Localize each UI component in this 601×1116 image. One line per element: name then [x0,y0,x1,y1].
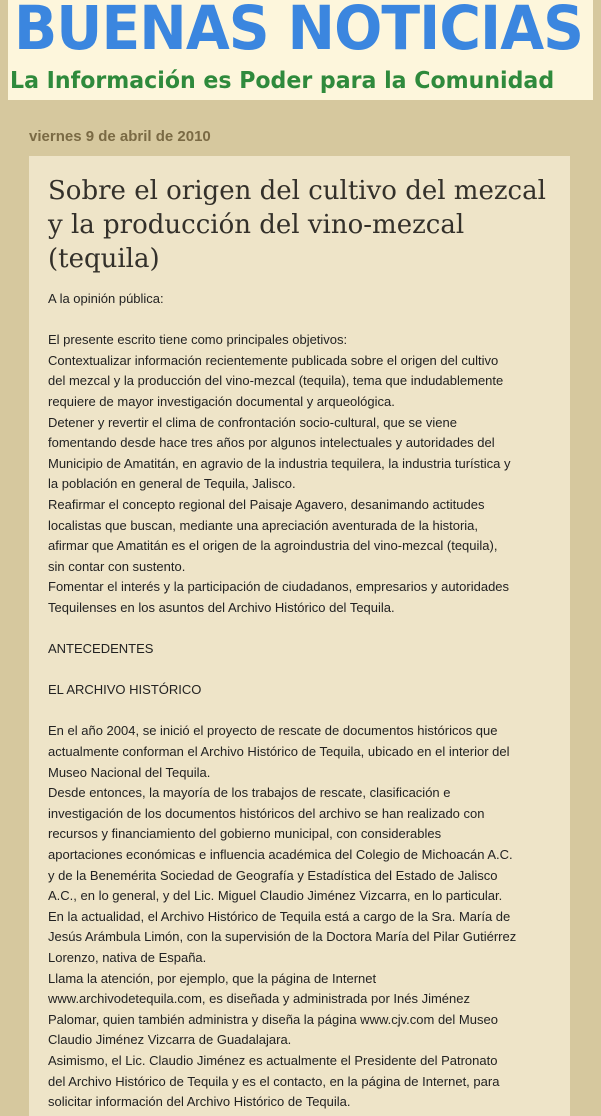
post-date: viernes 9 de abril de 2010 [29,128,211,145]
objective-paragraph: Reafirmar el concepto regional del Paisaje Agavero, desanimando actitudes localistas que buscan, mediante una apreciación aventurada de la historia, afirmar que Amatitán es el origen de la agroindustria del vino-mezcal (tequila), sin contar con sustento. [48,496,498,574]
objective-paragraph: Fomentar el interés y la participación de ciudadanos, empresarios y autoridades Tequilenses en los asuntos del Archivo Histórico del Tequila. [48,579,510,615]
spacer [48,619,558,640]
spacer [48,701,558,722]
post-body [48,289,558,1113]
section-heading: ANTECEDENTES [48,641,154,657]
archive-paragraph: Llama la atención, por ejemplo, que la página de Internet www.archivodetequila.com, es diseñada y administrada por Inés Jiménez Palomar, quien también administra y diseña la página www.cjv.com del Museo Claudio Jiménez Vizcarra de Guadalajara. [48,970,498,1048]
intro-paragraph: El presente escrito tiene como principales objetivos: [48,332,348,348]
post-title[interactable]: Sobre el origen del cultivo del mezcal y la producción del vino-mezcal (tequila) [48,176,546,274]
spacer [48,660,558,681]
objective-paragraph: Detener y revertir el clima de confrontación socio-cultural, que se viene fomentando desde hace tres años por algunos intelectuales y autoridades del Municipio de Amatitán, en agravio de la industria tequilera, la industria turística y la población en general de Tequila, Jalisco. [48,414,511,492]
blog-title[interactable]: BUENAS NOTICIAS [14,0,584,64]
archive-paragraph: Desde entonces, la mayoría de los trabajos de rescate, clasificación e investigación de los documentos históricos del archivo se han realizado con recursos y financiamiento del gobierno municipal, con considerables aportaciones económicas e influencia académica del Colegio de Michoacán A.C. y de la Benemérita Sociedad de Geografía y Estadística del Estado de Jalisco A.C., en lo general, y del Lic. Miguel Claudio Jiménez Vizcarra, en lo particular. [48,785,513,904]
archive-paragraph: Asimismo, el Lic. Claudio Jiménez es actualmente el Presidente del Patronato del Archivo Histórico de Tequila y es el contacto, en la página de Internet, para solicitar información del Archivo Histórico de Tequila. [48,1052,500,1110]
section-heading: EL ARCHIVO HISTÓRICO [48,682,202,698]
greeting: A la opinión pública: [48,291,164,306]
objective-paragraph: Contextualizar información recientemente publicada sobre el origen del cultivo del mezcal y la producción del vino-mezcal (tequila), tema que indudablemente requiere de mayor investigación documental y arqueológica. [48,352,504,409]
archive-paragraph: En la actualidad, el Archivo Histórico de Tequila está a cargo de la Sra. María de Jesús Arámbula Limón, con la supervisión de la Doctora María del Pilar Gutiérrez Lorenzo, nativa de España. [48,908,517,965]
archive-paragraph: En el año 2004, se inició el proyecto de rescate de documentos históricos que actualmente conforman el Archivo Histórico de Tequila, ubicado en el interior del Museo Nacional del Tequila. [48,723,510,780]
blog-header-banner[interactable] [8,0,593,100]
spacer [48,310,558,331]
post-container [29,156,570,1116]
blog-subtitle: La Información es Poder para la Comunidad [10,68,555,94]
